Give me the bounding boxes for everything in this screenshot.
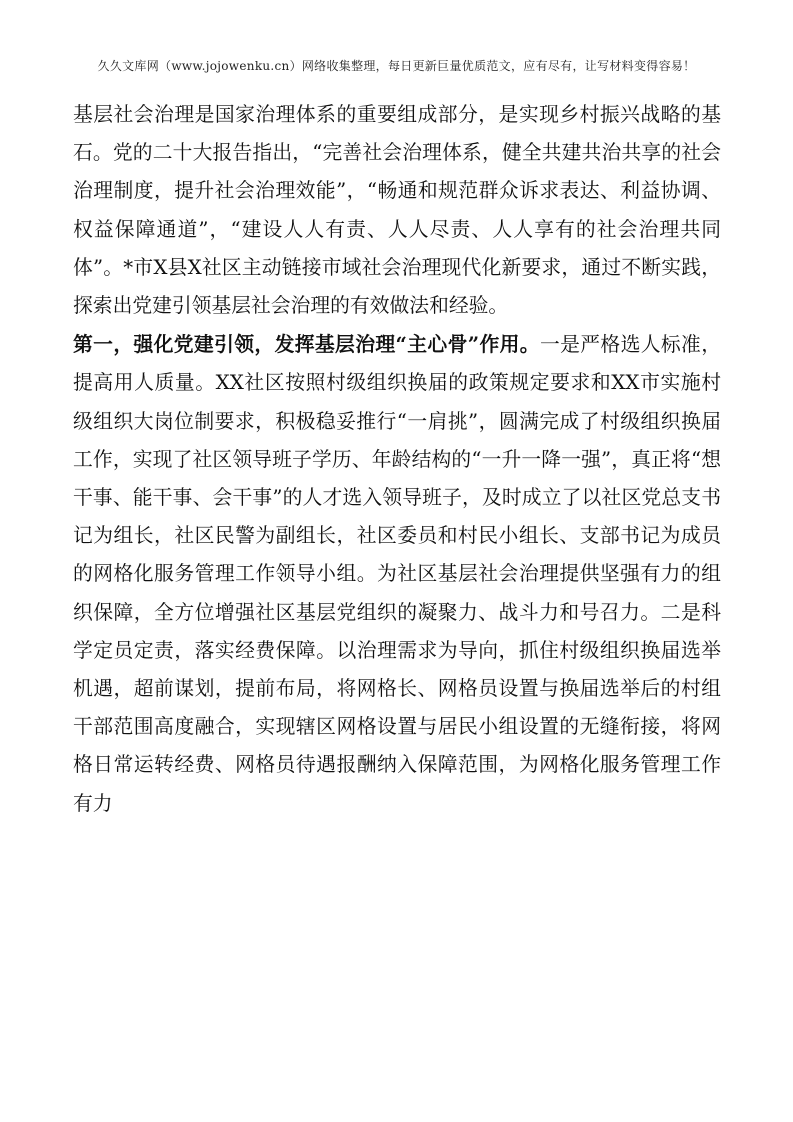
paragraph-intro: [73, 96, 721, 325]
paragraph-intro-text: 基层社会治理是国家治理体系的重要组成部分，是实现乡村振兴战略的基石。党的二十大报告指出，“完善社会治理体系，健全共建共治共享的社会治理制度，提升社会治理效能”，“畅通和规范群众诉求表达、利益协调、权益保障通道”，“建设人人有责、人人尽责、人人享有的社会治理共同体”。*市X县X社区主动链接市域社会治理现代化新要求，通过不断实践，探索出党建引领基层社会治理的有效做法和经验。: [73, 103, 721, 318]
paragraph-first-point-heading: 第一，强化党建引领，发挥基层治理“主心骨”作用。: [73, 332, 540, 357]
paragraph-first-point: [73, 325, 721, 823]
paragraph-first-point-text: 一是严格选人标准，提高用人质量。XX社区按照村级组织换届的政策规定要求和XX市实施村级组织大岗位制要求，积极稳妥推行“一肩挑”，圆满完成了村级组织换届工作，实现了社区领导班子学历、年龄结构的“一升一降一强”，真正将“想干事、能干事、会干事”的人才选入领导班子，及时成立了以社区党总支书记为组长，社区民警为副组长，社区委员和村民小组长、支部书记为成员的网格化服务管理工作领导小组。为社区基层社会治理提供坚强有力的组织保障，全方位增强社区基层党组织的凝聚力、战斗力和号召力。二是科学定员定责，落实经费保障。以治理需求为导向，抓住村级组织换届选举机遇，超前谋划，提前布局，将网格长、网格员设置与换届选举后的村组干部范围高度融合，实现辖区网格设置与居民小组设置的无缝衔接，将网格日常运转经费、网格员待遇报酬纳入保障范围，为网格化服务管理工作有力: [73, 333, 721, 815]
page-header-banner: 久久文库网（www.jojowenku.cn）网络收集整理，每日更新巨量优质范文，应有尽有，让写材料变得容易！: [97, 59, 696, 73]
document-body: [73, 96, 721, 823]
